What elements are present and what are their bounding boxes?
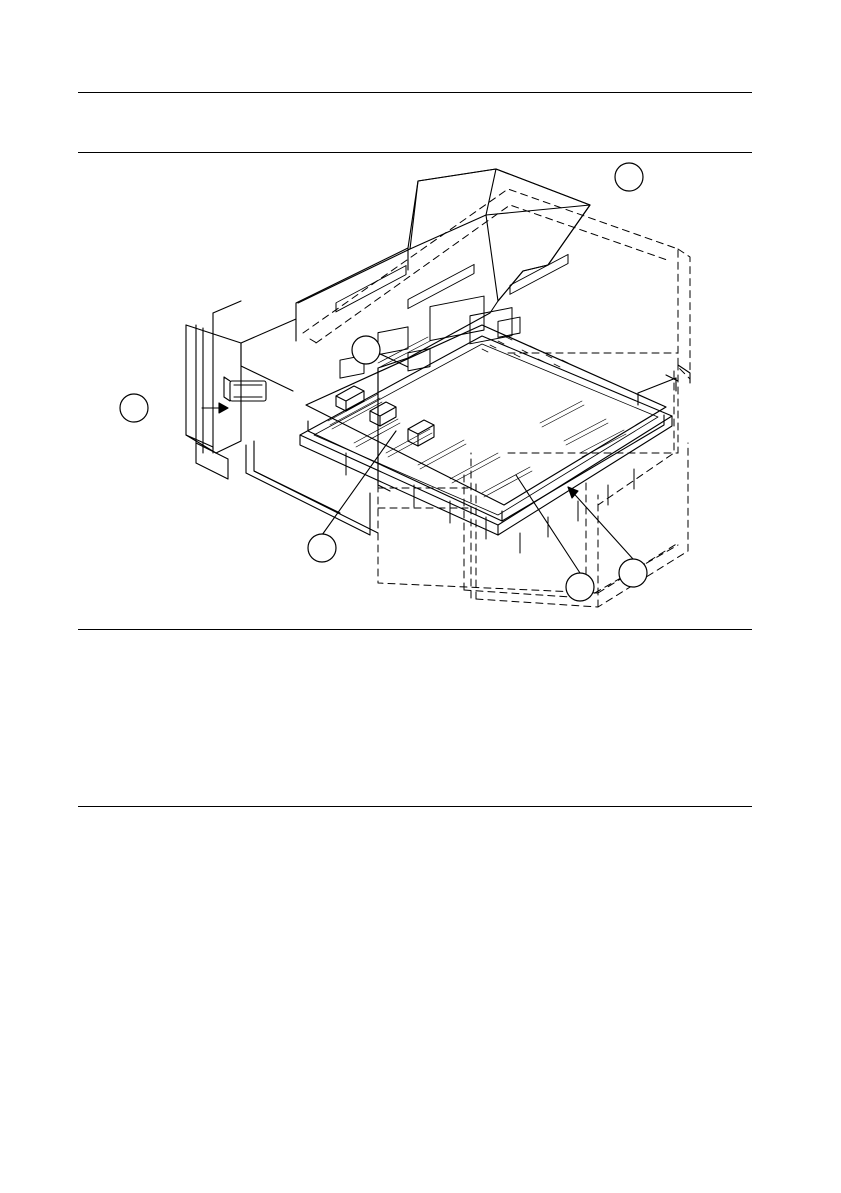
circuit-board-assembly <box>300 254 672 553</box>
callout-circle-2 <box>352 336 380 364</box>
callout-circle-1 <box>615 163 643 191</box>
callout-circle-4 <box>308 534 336 562</box>
figure-rule-bottom <box>78 629 752 630</box>
header-rule-top <box>78 92 752 93</box>
callout-leader-lines <box>202 353 633 573</box>
enclosure-hidden-lines <box>303 189 690 607</box>
callout-circle-6 <box>619 559 647 587</box>
chassis-outline <box>186 169 590 535</box>
callout-circle-5 <box>566 573 594 601</box>
figure-illustration <box>78 153 752 629</box>
footer-rule <box>78 806 752 807</box>
callout-circle-3 <box>120 394 148 422</box>
